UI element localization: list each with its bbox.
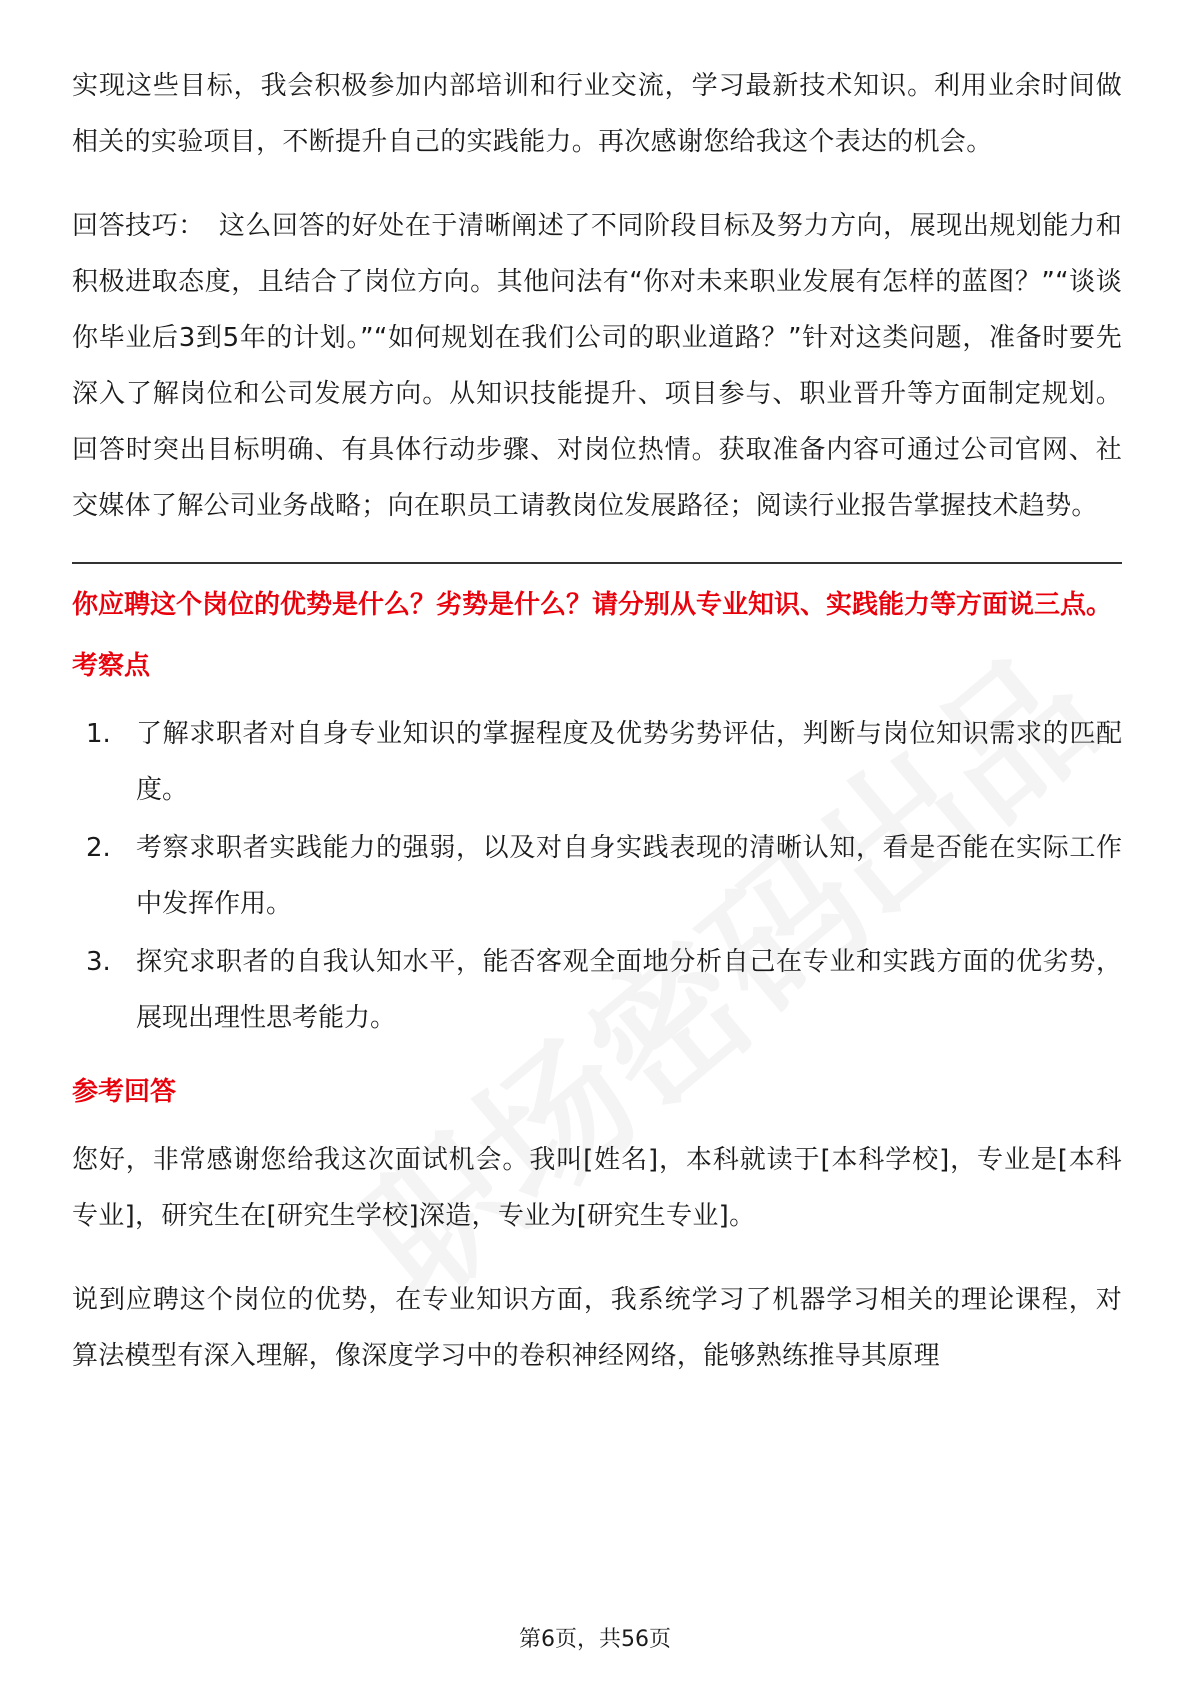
list-item-number: 3. bbox=[86, 947, 111, 977]
list-item-text: 探究求职者的自我认知水平，能否客观全面地分析自己在专业和实践方面的优劣势，展现出理性思考能力。 bbox=[136, 947, 1122, 1033]
list-item bbox=[72, 706, 1122, 818]
question-title: 你应聘这个岗位的优势是什么？劣势是什么？请分别从专业知识、实践能力等方面说三点。 bbox=[72, 590, 1113, 620]
reference-answer-paragraph: 说到应聘这个岗位的优势，在专业知识方面，我系统学习了机器学习相关的理论课程，对算法模型有深入理解，像深度学习中的卷积神经网络，能够熟练推导其原理 bbox=[72, 1285, 1122, 1371]
list-item-number: 1. bbox=[86, 719, 111, 749]
answer-tips-label: 回答技巧： bbox=[72, 211, 205, 241]
answer-tips bbox=[72, 198, 1122, 534]
document-page bbox=[72, 58, 1122, 1412]
section-divider bbox=[72, 562, 1122, 564]
list-item-text: 考察求职者实践能力的强弱，以及对自身实践表现的清晰认知，看是否能在实际工作中发挥作用。 bbox=[136, 833, 1122, 919]
page-number-footer: 第6页，共56页 bbox=[519, 1627, 671, 1652]
reference-answer-paragraph: 您好，非常感谢您给我这次面试机会。我叫[姓名]，本科就读于[本科学校]，专业是[本科专业]，研究生在[研究生学校]深造，专业为[研究生专业]。 bbox=[72, 1145, 1122, 1231]
answer-tips-text: 这么回答的好处在于清晰阐述了不同阶段目标及努力方向，展现出规划能力和积极进取态度，且结合了岗位方向。其他问法有“你对未来职业发展有怎样的蓝图？”“谈谈你毕业后3到5年的计划。”“如何规划在我们公司的职业道路？”针对这类问题，准备时要先深入了解岗位和公司发展方向。从知识技能提升、项目参与、职业晋升等方面制定规划。回答时突出目标明确、有具体行动步骤、对岗位热情。获取准备内容可通过公司官网、社交媒体了解公司业务战略；向在职员工请教岗位发展路径；阅读行业报告掌握技术趋势。 bbox=[72, 211, 1122, 521]
list-item-number: 2. bbox=[86, 833, 111, 863]
exam-points-list bbox=[72, 706, 1122, 1046]
list-item bbox=[72, 934, 1122, 1046]
reference-answer-heading: 参考回答 bbox=[72, 1077, 177, 1107]
exam-points-heading: 考察点 bbox=[72, 651, 151, 681]
intro-paragraph: 实现这些目标，我会积极参加内部培训和行业交流，学习最新技术知识。利用业余时间做相关的实验项目，不断提升自己的实践能力。再次感谢您给我这个表达的机会。 bbox=[72, 71, 1122, 157]
list-item-text: 了解求职者对自身专业知识的掌握程度及优势劣势评估，判断与岗位知识需求的匹配度。 bbox=[136, 719, 1122, 805]
list-item bbox=[72, 820, 1122, 932]
